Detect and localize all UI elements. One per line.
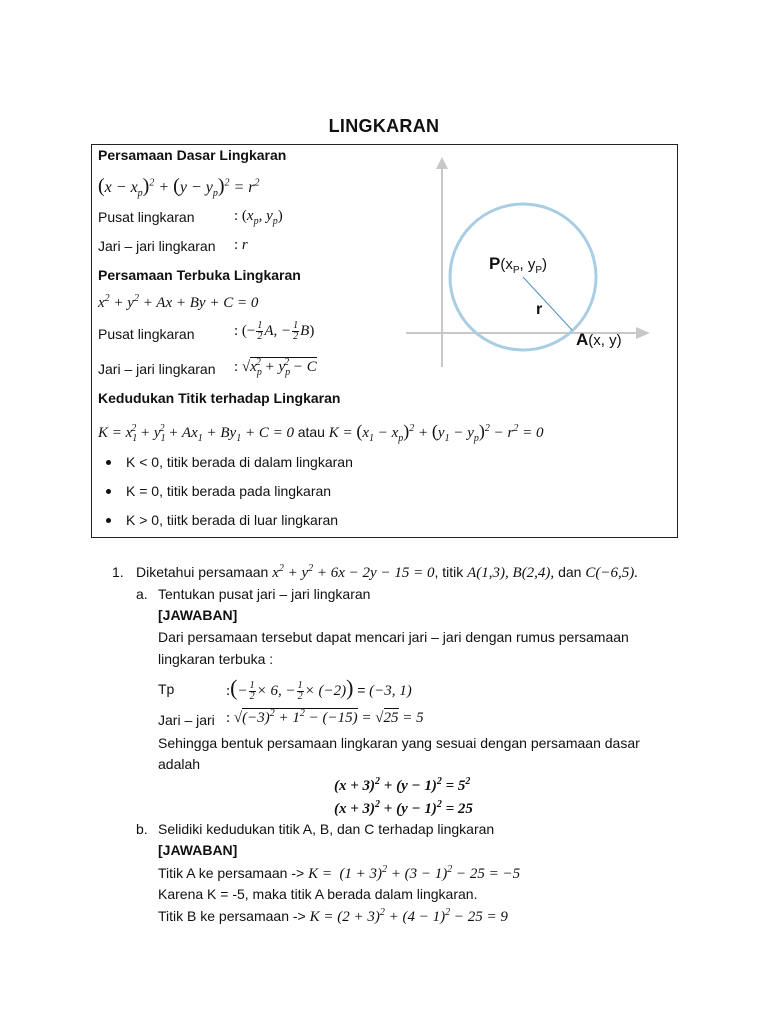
heading-persamaan-dasar: Persamaan Dasar Lingkaran	[98, 147, 287, 163]
jari-label-2: Jari – jari lingkaran	[98, 361, 216, 377]
formula-box	[91, 144, 678, 538]
pusat-value-1: : ($x_p$, $y_p$)	[234, 208, 283, 227]
equation-basic: $(x - x_p)^2 + (y - y_p)^2 = r^2$	[98, 175, 260, 200]
answer-b-line1: Titik A ke persamaan -> $K = (1 + 3)^2 + (3 - 1)^2 - 25 = -5$	[158, 864, 521, 882]
bullet-k-gt-0: K > 0, tiitk berada di luar lingkaran	[126, 512, 339, 528]
tp-value: :(− $\frac{1}{2}$ × 6, − $\frac{1}{2}$ × (−2)) = (−3, 1)	[226, 675, 412, 703]
part-a-text: Tentukan pusat jari – jari lingkaran	[158, 586, 371, 602]
pusat-label-2: Pusat lingkaran	[98, 326, 195, 342]
result-equation-2: $(x + 3)^2 + (y - 1)^2 = 25$	[334, 799, 473, 817]
bullet-dot	[106, 518, 111, 523]
part-b-letter: b.	[136, 821, 148, 837]
jari-value-2: : $√x_p^2 + y_p^2 - C$	[234, 357, 317, 378]
x-axis-arrow-icon	[636, 327, 650, 339]
answer-a-line4: adalah	[158, 756, 201, 772]
pusat-value-2: : (− $\frac{1}{2}$ A, − $\frac{1}{2}$ B)	[234, 320, 315, 342]
bullet-k-eq-0: K = 0, titik berada pada lingkaran	[126, 483, 332, 499]
answer-a-line1: Dari persamaan tersebut dapat mencari jari – jari dengan rumus persamaan	[158, 629, 629, 645]
bullet-dot	[106, 460, 111, 465]
equation-kedudukan: $K = x_1^2 + y_1^2 + Ax_1 + By_1 + C = 0$ atau $K = (x_1 - x_p)^2 + (y_1 - y_p)^2 - r^2 = 0$	[98, 421, 544, 444]
point-p-label: $P(x_P$, $y_P$)	[489, 254, 548, 276]
radius-line	[523, 277, 572, 330]
answer-b-line2: Karena K = -5, maka titik A berada dalam lingkaran.	[158, 886, 478, 902]
radius-label: r	[536, 301, 543, 318]
question-number: 1.	[112, 564, 124, 580]
equation-general: $x^2 + y^2 + Ax + By + C = 0$	[98, 293, 259, 311]
part-b-text: Selidiki kedudukan titik A, B, dan C terhadap lingkaran	[158, 821, 495, 837]
pusat-label-1: Pusat lingkaran	[98, 209, 195, 225]
page-title: LINGKARAN	[328, 116, 440, 136]
part-a-letter: a.	[136, 586, 148, 602]
answer-b-line3: Titik B ke persamaan -> $K = (2 + 3)^2 + (4 - 1)^2 - 25 = 9$	[158, 907, 508, 925]
bullet-k-lt-0: K < 0, titik berada di dalam lingkaran	[126, 454, 353, 470]
jari-value-1: : r	[234, 237, 248, 253]
point-a-label: A(x, y)	[576, 330, 622, 349]
jawaban-label-a: [JAWABAN]	[158, 607, 238, 623]
question-intro: Diketahui persamaan $x^2 + y^2 + 6x - 2y - 15 = 0$, titik A(1,3), B(2,4), dan C(−6,5).	[136, 563, 638, 581]
jari-jari-label: Jari – jari	[158, 712, 215, 728]
answer-a-line2: lingkaran terbuka :	[158, 651, 274, 667]
jawaban-label-b: [JAWABAN]	[158, 842, 238, 858]
heading-kedudukan-titik: Kedudukan Titik terhadap Lingkaran	[98, 390, 341, 406]
tp-label: Tp	[158, 681, 175, 697]
jari-jari-value: : $√(-3)^2 + 1^2 - (-15) = √25 = 5$	[226, 708, 424, 726]
jari-label-1: Jari – jari lingkaran	[98, 238, 216, 254]
heading-persamaan-terbuka: Persamaan Terbuka Lingkaran	[98, 267, 301, 283]
result-equation-1: $(x + 3)^2 + (y - 1)^2 = 5^2$	[334, 776, 471, 794]
y-axis-arrow-icon	[436, 157, 448, 169]
answer-a-line3: Sehingga bentuk persamaan lingkaran yang sesuai dengan persamaan dasar	[158, 735, 640, 751]
bullet-dot	[106, 489, 111, 494]
